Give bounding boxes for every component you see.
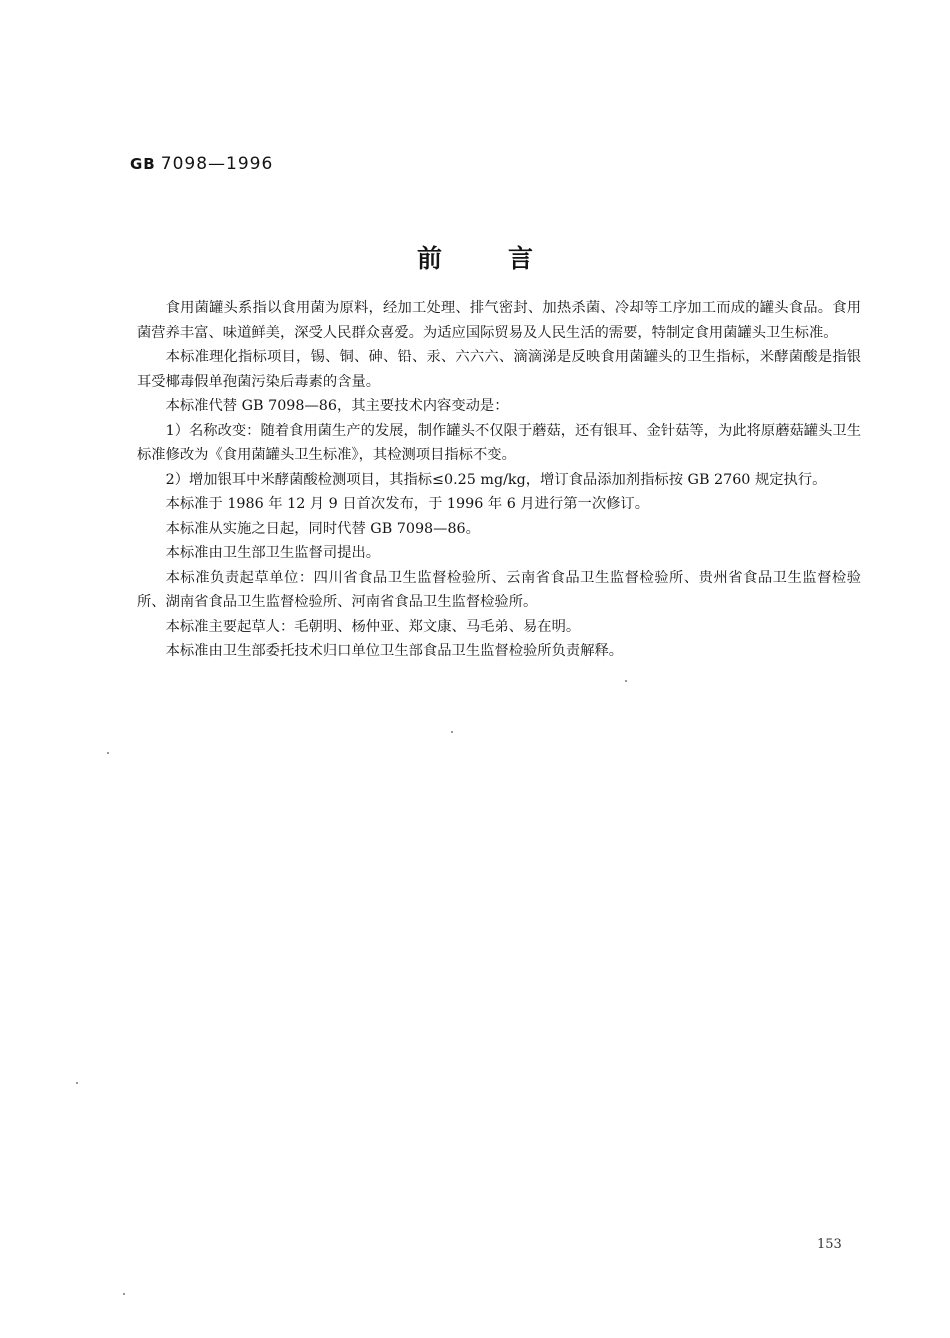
- scan-speck: [76, 1082, 78, 1084]
- scan-speck: [123, 1293, 125, 1295]
- scan-speck: [107, 752, 109, 754]
- standard-code: [130, 154, 273, 174]
- page-title: [0, 246, 950, 271]
- standard-code-prefix: GB: [130, 155, 156, 173]
- paragraph-drafting-units: 本标准负责起草单位：四川省食品卫生监督检验所、云南省食品卫生监督检验所、贵州省食品卫生监督检验所、湖南省食品卫生监督检验所、河南省食品卫生监督检验所。: [137, 569, 861, 610]
- paragraph-effective: 本标准从实施之日起，同时代替 GB 7098—86。: [165, 520, 480, 537]
- page-title-char-1: 前: [416, 244, 442, 273]
- paragraph-replaces: 本标准代替 GB 7098—86，其主要技术内容变动是：: [165, 398, 509, 414]
- paragraph-intro: 食用菌罐头系指以食用菌为原料，经加工处理、排气密封、加热杀菌、冷却等工序加工而成的罐头食品。食用菌营养丰富、味道鲜美，深受人民群众喜爱。为适应国际贸易及人民生活的需要，特制定食用菌罐头卫生标准。: [137, 300, 861, 341]
- paragraph-change-1: 1）名称改变：随着食用菌生产的发展，制作罐头不仅限于蘑菇，还有银耳、金针菇等，为此将原蘑菇罐头卫生标准修改为《食用菌罐头卫生标准》，其检测项目指标不变。: [137, 422, 861, 463]
- foreword-body: [137, 296, 861, 664]
- paragraph-change-2: 2）增加银耳中米酵菌酸检测项目，其指标≤0.25 mg/kg，增订食品添加剂指标按 GB 2760 规定执行。: [165, 471, 827, 488]
- paragraph-proposer: 本标准由卫生部卫生监督司提出。: [165, 545, 381, 561]
- scan-speck: [625, 680, 627, 682]
- scan-speck: [451, 731, 453, 733]
- page-title-char-2: 言: [508, 244, 534, 273]
- paragraph-release: 本标准于 1986 年 12 月 9 日首次发布，于 1996 年 6 月进行第一次修订。: [165, 496, 650, 512]
- paragraph-drafters: 本标准主要起草人：毛朝明、杨仲亚、郑文康、马毛弟、易在明。: [165, 618, 581, 635]
- standard-code-number: 7098—1996: [160, 154, 274, 174]
- paragraph-indicators: 本标准理化指标项目，锡、铜、砷、铅、汞、六六六、滴滴涕是反映食用菌罐头的卫生指标，米酵菌酸是指银耳受椰毒假单孢菌污染后毒素的含量。: [137, 349, 861, 390]
- paragraph-interpretation: 本标准由卫生部委托技术归口单位卫生部食品卫生监督检验所负责解释。: [165, 643, 624, 659]
- page-number: 153: [817, 1237, 842, 1252]
